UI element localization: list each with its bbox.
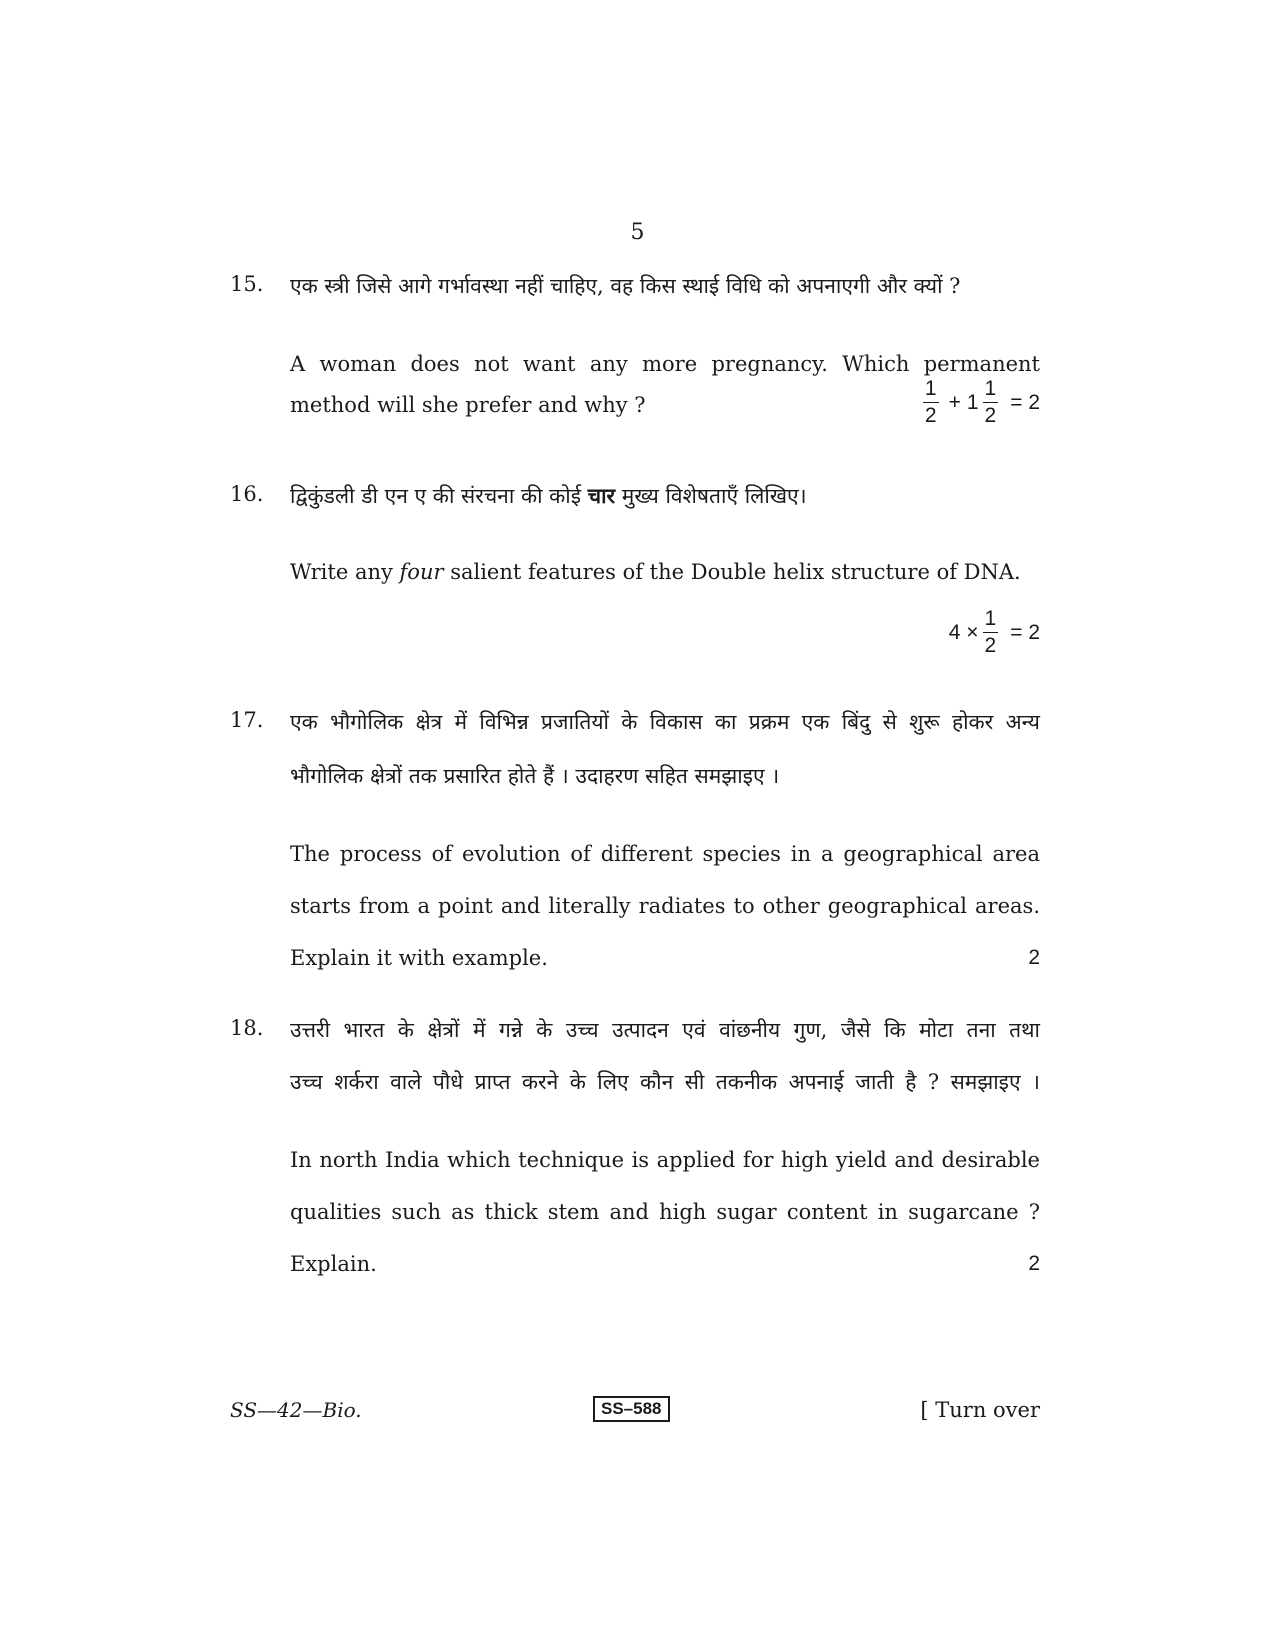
question-18-english-line-3: Explain. [290, 1252, 377, 1276]
question-number-15: 15. [230, 272, 264, 296]
question-18-marks: 2 [1028, 1252, 1040, 1275]
question-number-16: 16. [230, 482, 264, 506]
question-number-17: 17. [230, 708, 264, 732]
turn-over-label: [ Turn over [920, 1398, 1040, 1422]
question-17-english-line-1: The process of evolution of different species in a geographical area [290, 842, 1040, 866]
question-number-18: 18. [230, 1016, 264, 1040]
page-number: 5 [630, 220, 645, 245]
question-16-marks: 4 × $\frac{1}{2}$ = 2 [948, 607, 1040, 658]
marks-fraction: $\frac{1}{2}$ [984, 607, 997, 658]
question-17-english-line-3: Explain it with example. [290, 946, 548, 970]
question-16-english: Write any four salient features of the Double helix structure of DNA. [290, 560, 1021, 584]
marks-fraction: $\frac{1}{2}$ [924, 377, 937, 428]
question-18-english-line-1: In north India which technique is applied for high yield and desirable [290, 1148, 1040, 1172]
footer-paper-code: SS—42—Bio. [230, 1398, 362, 1422]
question-17-hindi-line-1: एक भौगोलिक क्षेत्र में विभिन्न प्रजातियों के विकास का प्रक्रम एक बिंदु से शुरू होकर अन्य [290, 710, 1040, 734]
question-18-english-line-2: qualities such as thick stem and high sugar content in sugarcane ? [290, 1200, 1040, 1224]
question-15-hindi: एक स्त्री जिसे आगे गर्भावस्था नहीं चाहिए, वह किस स्थाई विधि को अपनाएगी और क्यों ? [290, 274, 961, 298]
question-17-marks: 2 [1028, 946, 1040, 969]
question-17-english-line-2: starts from a point and literally radiates to other geographical areas. [290, 894, 1040, 918]
question-18-hindi-line-2: उच्च शर्करा वाले पौधे प्राप्त करने के लिए कौन सी तकनीक अपनाई जाती है ? समझाइए । [290, 1070, 1040, 1094]
marks-fraction: $\frac{1}{2}$ [984, 377, 997, 428]
question-18-hindi-line-1: उत्तरी भारत के क्षेत्रों में गन्ने के उच्च उत्पादन एवं वांछनीय गुण, जैसे कि मोटा तना तथा [290, 1018, 1040, 1042]
question-15-english-line-1: A woman does not want any more pregnancy. Which permanent [290, 352, 1040, 376]
question-15-marks: $\frac{1}{2}$ + 1 $\frac{1}{2}$ = 2 [924, 377, 1040, 428]
question-15-english-line-2: method will she prefer and why ? [290, 393, 646, 417]
question-17-hindi-line-2: भौगोलिक क्षेत्रों तक प्रसारित होते हैं । उदाहरण सहित समझाइए । [290, 764, 780, 788]
question-16-hindi: द्विकुंडली डी एन ए की संरचना की कोई चार मुख्य विशेषताएँ लिखिए। [290, 483, 807, 508]
footer-series-code: SS–588 [593, 1396, 670, 1422]
